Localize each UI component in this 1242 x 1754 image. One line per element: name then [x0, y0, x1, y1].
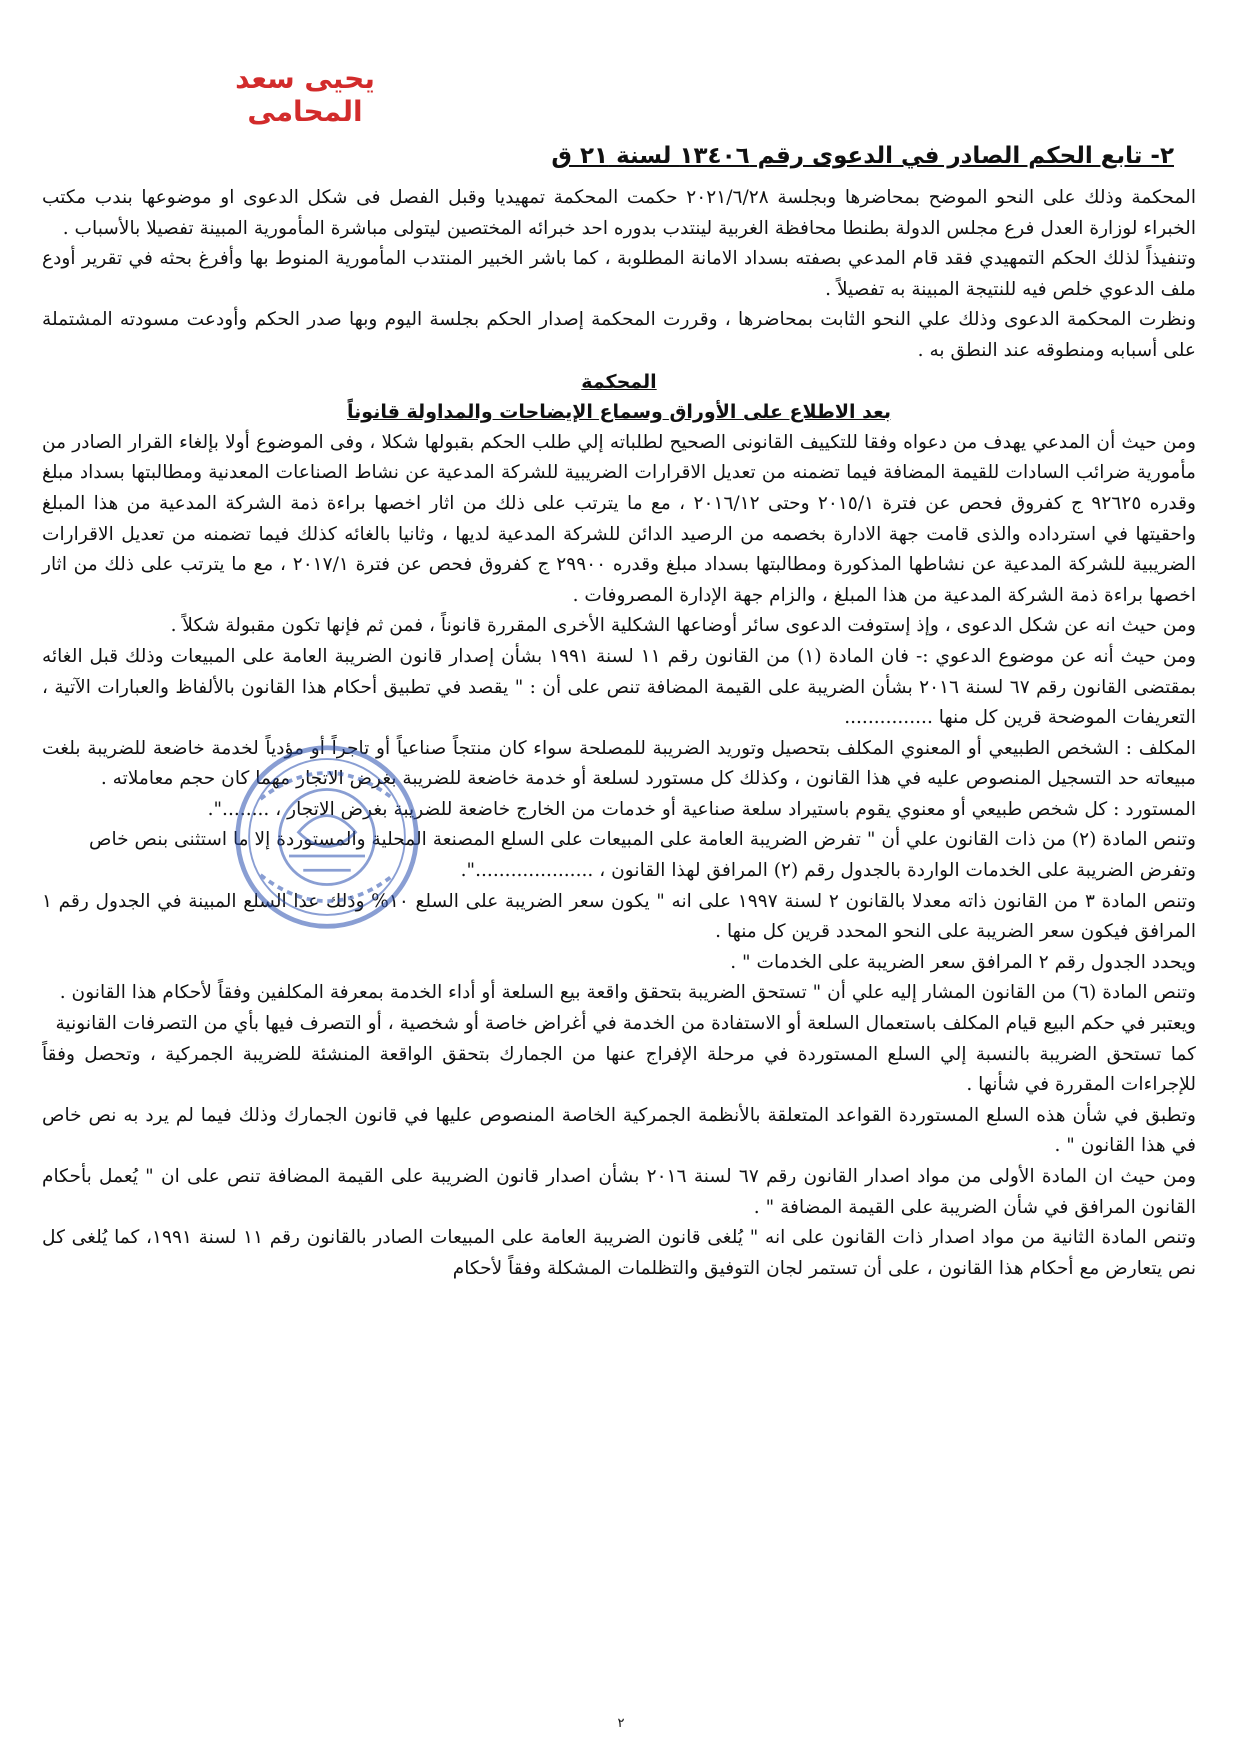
reasoning-paragraph: وتنص المادة ٣ من القانون ذاته معدلا بالقانون ٢ لسنة ١٩٩٧ على انه " يكون سعر الضريبة على السلع ١٠% وذلك عدا السلع المبينة في الجدول رقم ١ المرافق فيكون سعر الضريبة على النحو المحدد قرين كل منها . [42, 890, 1196, 943]
official-stamp-icon [232, 742, 422, 932]
paragraph: وتنفيذاً لذلك الحكم التمهيدي فقد قام المدعي بصفته بسداد الامانة المطلوبة ، كما باشر الخبير المنتدب المأمورية المنوط بها وأفرغ بحثه في تقرير أودع ملف الدعوي خلص فيه للنتيجة المبينة به تفصيلاً . [42, 248, 1196, 300]
paragraph: المحكمة وذلك على النحو الموضح بمحاضرها وبجلسة ٢٠٢١/٦/٢٨ حكمت المحكمة تمهيديا وقبل الفصل فى شكل الدعوى او موضوعها بندب مكتب الخبراء لوزارة العدل فرع مجلس الدولة بطنطا محافظة الغربية لينتدب بدوره احد خبرائه المختصين ليتولى مباشرة المأمورية المبينة تفصيلا بالأسباب . [42, 187, 1197, 239]
paragraph: ونظرت المحكمة الدعوى وذلك علي النحو الثابت بمحاضرها ، وقررت المحكمة إصدار الحكم بجلسة اليوم وبها صدر الحكم وأودعت مسودته المشتملة على أسبابه ومنطوقه عند النطق به . [42, 309, 1196, 361]
reasoning-paragraph: كما تستحق الضريبة بالنسبة إلي السلع المستوردة في مرحلة الإفراج عنها من الجمارك بتحقق الواقعة المنشئة للضريبة الجمركية ، وتحصل وفقاً للإجراءات المقررة في شأنها . [42, 1043, 1196, 1096]
court-heading: المحكمة [581, 370, 657, 393]
court-subheading: بعد الاطلاع على الأوراق وسماع الإيضاحات والمداولة قانوناً [347, 401, 891, 424]
reasoning-paragraph: ومن حيث أنه عن موضوع الدعوي :- فان المادة (١) من القانون رقم ١١ لسنة ١٩٩١ بشأن إصدار قانون الضريبة العامة على المبيعات وذلك قبل الغائه بمقتضى القانون رقم ٦٧ لسنة ٢٠١٦ بشأن الضريبة على القيمة المضافة تنص على أن : " يقصد في تطبيق أحكام هذا القانون بالألفاظ والعبارات الآتية ، التعريفات الموضحة قرين كل منها ............... [42, 645, 1197, 729]
lawyer-name: يحيى سعد المحامى [235, 62, 375, 128]
reasoning-paragraph: المكلف : الشخص الطبيعي أو المعنوي المكلف بتحصيل وتوريد الضريبة للمصلحة سواء كان منتجاً صناعياً أو تاجراً أو مؤدياً لخدمة خاضعة للضريبة بلغت مبيعاته حد التسجيل المنصوص عليه في هذا القانون ، وكذلك كل مستورد لسلعة أو خدمة خاضعة للضريبة بغرض الاتجار مهما كان حجم معاملاته . [42, 737, 1196, 790]
reasoning-paragraph: وتنص المادة (٢) من ذات القانون علي أن " تفرض الضريبة العامة على المبيعات على السلع المصنعة المحلية والمستوردة إلا ما استثنى بنص خاص [89, 829, 1196, 851]
reasoning-paragraph: ومن حيث ان المادة الأولى من مواد اصدار القانون رقم ٦٧ لسنة ٢٠١٦ بشأن اصدار قانون الضريبة على القيمة المضافة تنص على ان " يُعمل بأحكام القانون المرافق في شأن الضريبة على القيمة المضافة " . [42, 1166, 1197, 1218]
reasoning-paragraph: وتنص المادة الثانية من مواد اصدار ذات القانون على انه " يُلغى قانون الضريبة العامة على المبيعات الصادر بالقانون رقم ١١ لسنة ١٩٩١، كما يُلغى كل نص يتعارض مع أحكام هذا القانون ، على أن تستمر لجان التوفيق والتظلمات المشكلة وفقاً لأحكام [42, 1227, 1197, 1279]
reasoning-paragraph: ويحدد الجدول رقم ٢ المرافق سعر الضريبة على الخدمات " . [730, 951, 1196, 973]
reasoning-paragraph: المستورد : كل شخص طبيعي أو معنوي يقوم باستيراد سلعة صناعية أو خدمات من الخارج خاضعة للضريبة بغرض الاتجار ، ........". [207, 798, 1196, 820]
reasoning-paragraph: وتطبق في شأن هذه السلع المستوردة القواعد المتعلقة بالأنظمة الجمركية الخاصة المنصوص عليها في قانون الجمارك وذلك فيما لم يرد به نص خاص في هذا القانون " . [42, 1104, 1196, 1157]
reasoning-paragraph: وتنص المادة (٦) من القانون المشار إليه علي أن " تستحق الضريبة بتحقق واقعة بيع السلعة أو أداء الخدمة بمعرفة المكلفين وفقاً لأحكام هذا القانون . [59, 982, 1196, 1004]
document-body [42, 183, 1196, 1284]
reasoning-paragraph: ويعتبر في حكم البيع قيام المكلف باستعمال السلعة أو الاستفادة من الخدمة في أغراض خاصة أو شخصية ، أو التصرف فيها بأي من التصرفات القانونية [55, 1013, 1196, 1035]
reasoning-paragraph: ومن حيث انه عن شكل الدعوى ، وإذ إستوفت الدعوى سائر أوضاعها الشكلية الأخرى المقررة قانوناً ، فمن ثم فإنها تكون مقبولة شكلاً . [170, 615, 1196, 637]
reasoning-paragraph: ومن حيث أن المدعي يهدف من دعواه وفقا للتكييف القانونى الصحيح لطلباته إلي طلب الحكم بقبولها شكلا ، وفى الموضوع أولا بإلغاء القرار الصادر من مأمورية ضرائب السادات للقيمة المضافة فيما تضمنه من تعديل الاقرارات الضريبية للشركة المدعية عن نشاط الصناعات المعدنية ومطالبتها بسداد مبلغ وقدره ٩٢٦٢٥ ج كفروق فحص عن فترة ٢٠١٥/١ وحتى ٢٠١٦/١٢ ، مع ما يترتب على ذلك من اثار اخصها براءة ذمة الشركة المدعية من هذا المبلغ واحقيتها في استرداده والذى قامت جهة الادارة بخصمه من الرصيد الدائن للشركة المدعية لديها ، وثانيا بالغائه كذلك فيما تضمنه من تعديل الاقرارات الضريبية للشركة المدعية عن نشاطها المذكورة ومطالبتها بسداد مبلغ وقدره ٢٩٩٠٠ ج كفروق فحص عن فترة ٢٠١٧/١ ، مع ما يترتب على ذلك من اثار اخصها براءة ذمة الشركة المدعية من هذا المبلغ ، والزام جهة الإدارة المصروفات . [42, 431, 1196, 606]
reasoning-paragraph: وتفرض الضريبة على الخدمات الواردة بالجدول رقم (٢) المرافق لهذا القانون ، ....................". [460, 860, 1196, 882]
case-title: ٢- تابع الحكم الصادر في الدعوى رقم ١٣٤٠٦ لسنة ٢١ ق [551, 143, 1174, 169]
page-number: ٢ [617, 1716, 625, 1731]
